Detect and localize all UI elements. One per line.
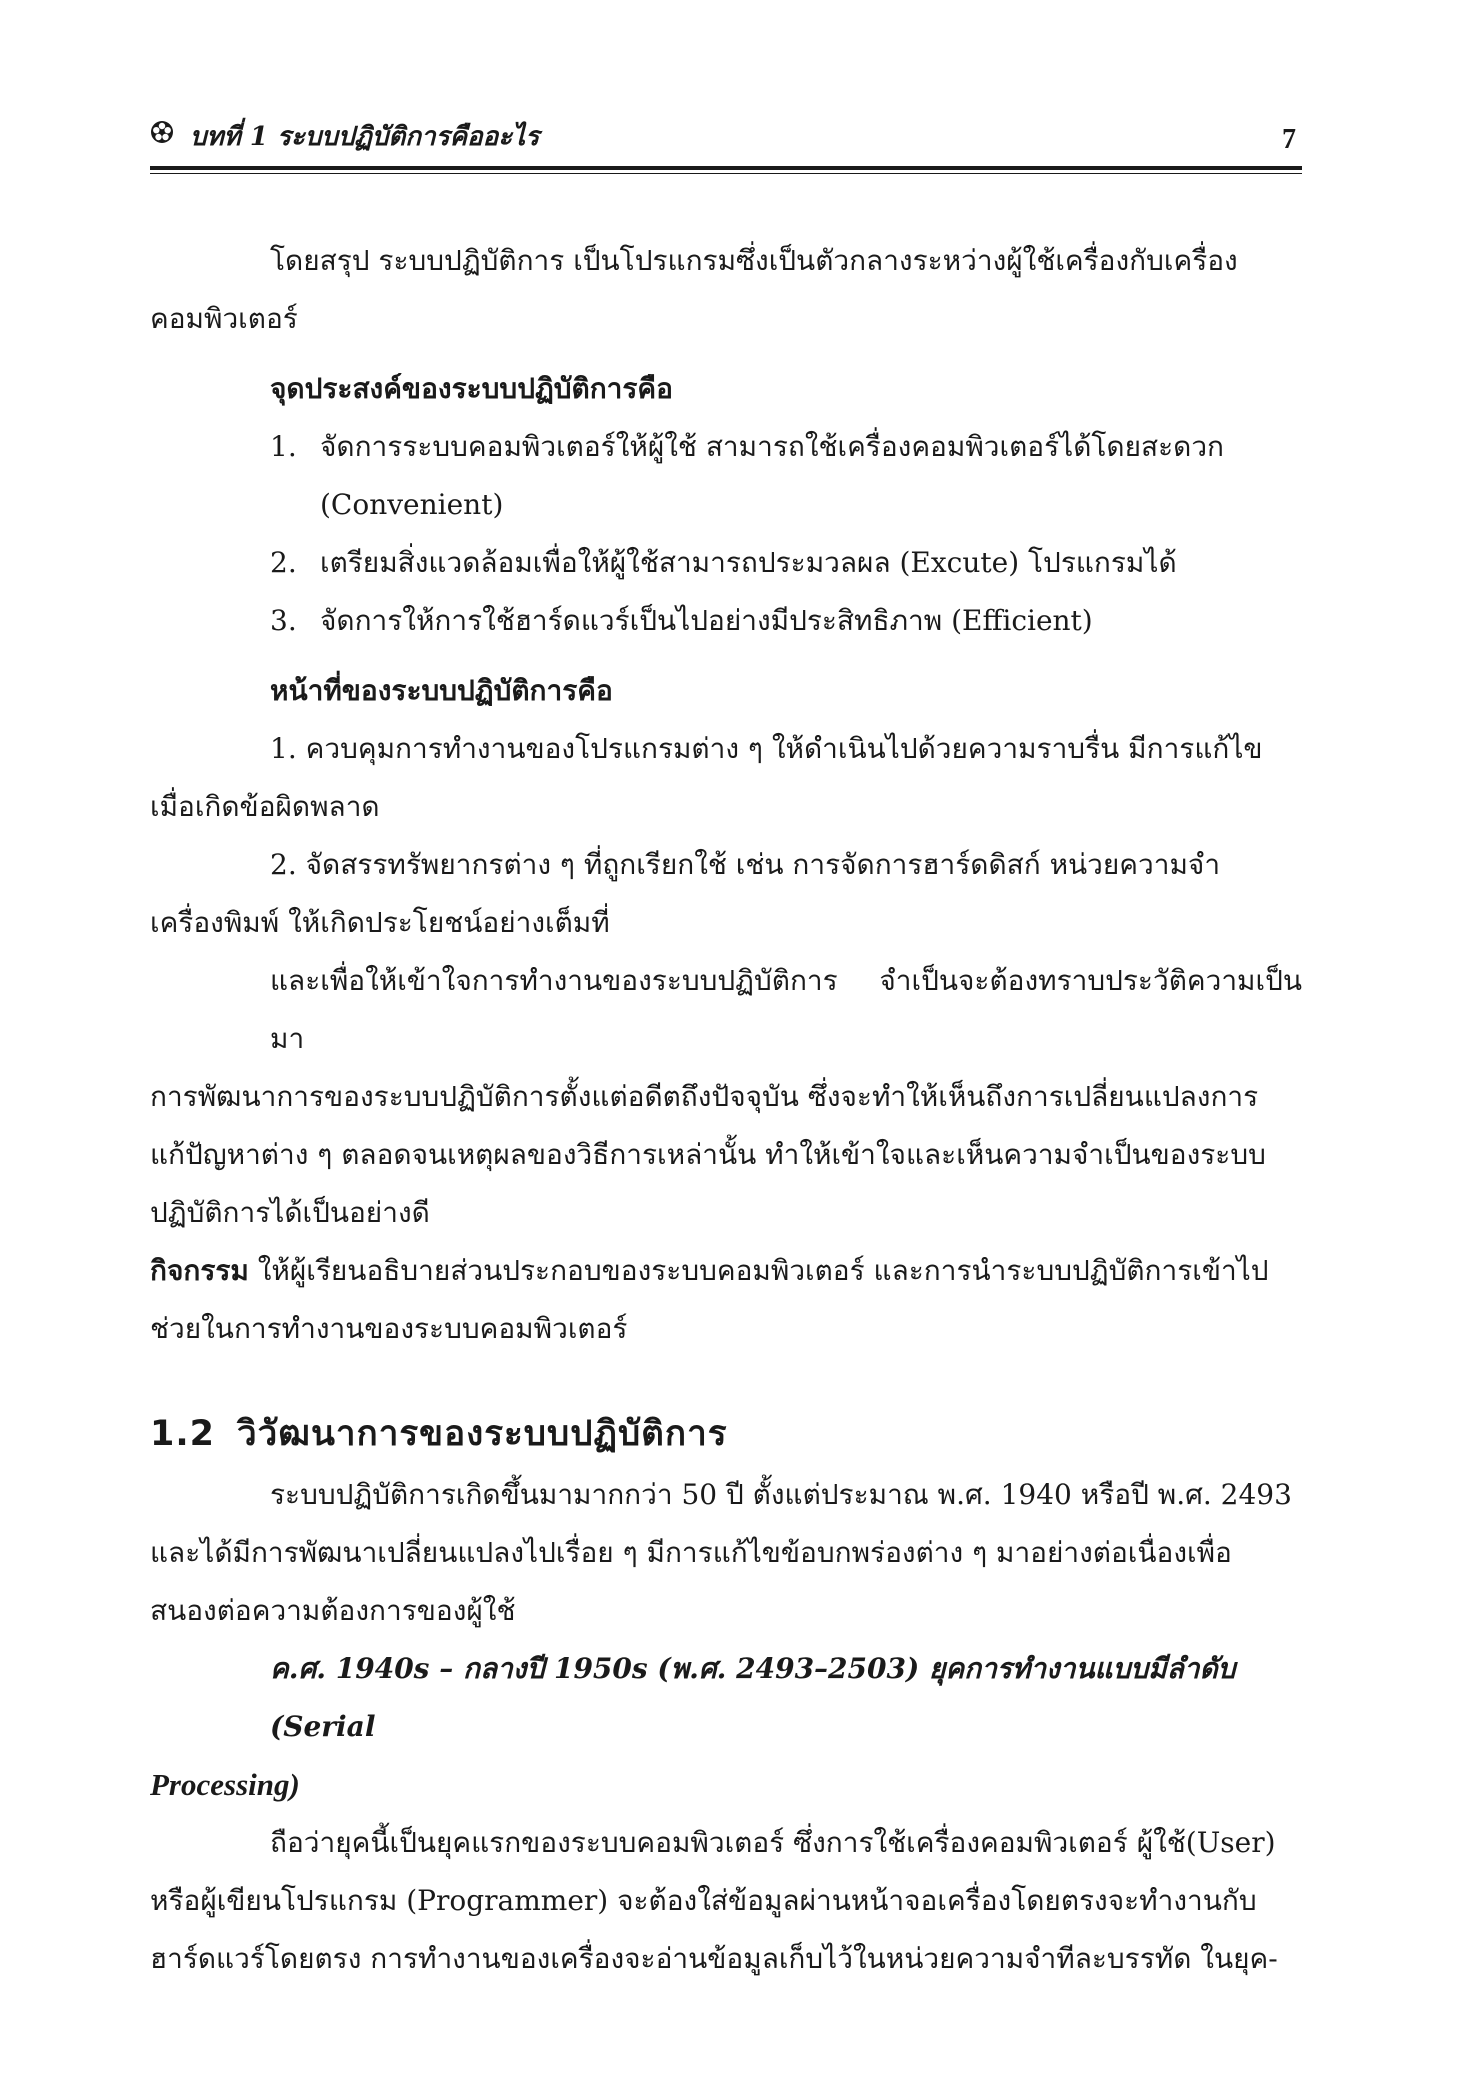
- objective-text: จัดการให้การใช้ฮาร์ดแวร์เป็นไปอย่างมีประสิทธิภาพ (Efficient): [320, 604, 1093, 637]
- activity-paragraph: [150, 1242, 1302, 1358]
- summary-line: คอมพิวเตอร์: [150, 302, 298, 335]
- understanding-paragraph: [150, 952, 1302, 1242]
- objective-item: [150, 592, 1302, 650]
- header-rule-thick: [150, 166, 1302, 170]
- duty-text: เมื่อเกิดข้อผิดพลาด: [150, 790, 380, 823]
- paragraph-line: ระบบปฏิบัติการเกิดขึ้นมามากกว่า 50 ปี ตั้งแต่ประมาณ พ.ศ. 1940 หรือปี พ.ศ. 2493: [270, 1478, 1292, 1511]
- era-heading-line: ค.ศ. 1940s – กลางปี 1950s (พ.ศ. 2493–2503) ยุคการทำงานแบบมีลำดับ (Serial: [270, 1652, 1236, 1743]
- flower-bullet-icon: [150, 120, 174, 144]
- paragraph-line: หรือผู้เขียนโปรแกรม (Programmer) จะต้องใส่ข้อมูลผ่านหน้าจอเครื่องโดยตรงจะทำงานกับ: [150, 1884, 1257, 1917]
- section-title: วิวัฒนาการของระบบปฏิบัติการ: [237, 1414, 728, 1454]
- page-content: [150, 232, 1302, 1988]
- section-heading: [150, 1402, 1302, 1466]
- paragraph-line: ฮาร์ดแวร์โดยตรง การทำงานของเครื่องจะอ่านข้อมูลเก็บไว้ในหน่วยความจำทีละบรรทัด ในยุค-: [150, 1942, 1278, 1975]
- era-heading: [150, 1640, 1302, 1814]
- paragraph-line: และเพื่อให้เข้าใจการทำงานของระบบปฏิบัติการ จำเป็นจะต้องทราบประวัติความเป็นมา: [270, 964, 1302, 1055]
- activity-label: กิจกรรม: [150, 1254, 249, 1287]
- paragraph-line: ถือว่ายุคนี้เป็นยุคแรกของระบบคอมพิวเตอร์ ซึ่งการใช้เครื่องคอมพิวเตอร์ ผู้ใช้(User): [270, 1826, 1276, 1859]
- objective-text: (Convenient): [320, 488, 504, 521]
- objective-item: [150, 418, 1302, 534]
- era-heading-line: Processing): [150, 1767, 300, 1802]
- activity-text: ช่วยในการทำงานของระบบคอมพิวเตอร์: [150, 1312, 628, 1345]
- paragraph-line: แก้ปัญหาต่าง ๆ ตลอดจนเหตุผลของวิธีการเหล่านั้น ทำให้เข้าใจและเห็นความจำเป็นของระบบ: [150, 1138, 1266, 1171]
- running-header: [150, 112, 1300, 162]
- duty-item: [150, 836, 1302, 952]
- era-paragraph: [150, 1814, 1302, 1988]
- objective-number: 3.: [270, 604, 297, 637]
- chapter-title: บทที่ 1 ระบบปฏิบัติการคืออะไร: [190, 122, 540, 152]
- duty-item: [150, 720, 1302, 836]
- duty-text: 2. จัดสรรทรัพยากรต่าง ๆ ที่ถูกเรียกใช้ เช่น การจัดการฮาร์ดดิสก์ หน่วยความจำ: [270, 848, 1221, 881]
- page-number: 7: [1282, 124, 1296, 155]
- summary-line: โดยสรุป ระบบปฏิบัติการ เป็นโปรแกรมซึ่งเป็นตัวกลางระหว่างผู้ใช้เครื่องกับเครื่อง: [270, 244, 1238, 277]
- objective-text: จัดการระบบคอมพิวเตอร์ให้ผู้ใช้ สามารถใช้เครื่องคอมพิวเตอร์ได้โดยสะดวก: [320, 430, 1224, 463]
- header-rule-thin: [150, 173, 1302, 174]
- duty-text: เครื่องพิมพ์ ให้เกิดประโยชน์อย่างเต็มที่: [150, 906, 610, 939]
- paragraph-line: และได้มีการพัฒนาเปลี่ยนแปลงไปเรื่อย ๆ มีการแก้ไขข้อบกพร่องต่าง ๆ มาอย่างต่อเนื่องเพื่อ: [150, 1536, 1232, 1569]
- objectives-heading: จุดประสงค์ของระบบปฏิบัติการคือ: [270, 372, 673, 405]
- summary-paragraph: [150, 232, 1302, 348]
- paragraph-line: การพัฒนาการของระบบปฏิบัติการตั้งแต่อดีตถึงปัจจุบัน ซึ่งจะทำให้เห็นถึงการเปลี่ยนแปลงการ: [150, 1080, 1259, 1113]
- objective-item: [150, 534, 1302, 592]
- duties-heading: หน้าที่ของระบบปฏิบัติการคือ: [270, 674, 613, 707]
- objective-number: 1.: [270, 430, 297, 463]
- objective-text: เตรียมสิ่งแวดล้อมเพื่อให้ผู้ใช้สามารถประมวลผล (Excute) โปรแกรมได้: [320, 546, 1177, 579]
- section-number: 1.2: [150, 1414, 216, 1454]
- section-intro: [150, 1466, 1302, 1640]
- duty-text: 1. ควบคุมการทำงานของโปรแกรมต่าง ๆ ให้ดำเนินไปด้วยความราบรื่น มีการแก้ไข: [270, 732, 1263, 765]
- activity-text: ให้ผู้เรียนอธิบายส่วนประกอบของระบบคอมพิวเตอร์ และการนำระบบปฏิบัติการเข้าไป: [248, 1254, 1269, 1287]
- objective-number: 2.: [270, 546, 297, 579]
- paragraph-line: ปฏิบัติการได้เป็นอย่างดี: [150, 1196, 430, 1229]
- paragraph-line: สนองต่อความต้องการของผู้ใช้: [150, 1594, 516, 1627]
